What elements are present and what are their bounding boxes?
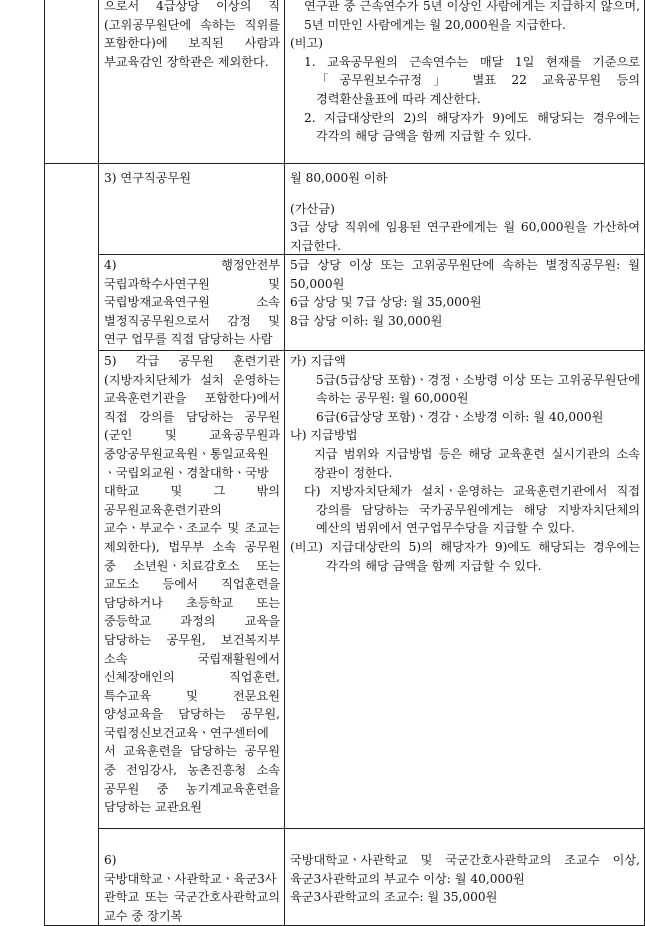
bonus-text: 3급 상당 직위에 임용된 연구관에게는 월 60,000원을 가산하여 지급한다.: [290, 220, 640, 253]
item-ga-line-2: 6급(6급상당 포함)ㆍ경감ㆍ소방경 이하: 월 40,000원: [316, 409, 604, 424]
item-ga-line-1: 5급(5급상당 포함)ㆍ경정ㆍ소방령 이상 또는 고위공무원단에 속하는 공무원: 월 60,000원: [316, 372, 640, 406]
row-2-amount: [290, 169, 640, 255]
row-divider: [98, 350, 645, 351]
item-na-heading: 나) 지급방법: [290, 428, 358, 443]
row-5-amount-line-2: 육군3사관학교의 조교수: 월 35,000원: [290, 890, 498, 905]
left-margin-line: [44, 0, 45, 926]
remark-2: 2. 지급대상란의 2)의 해당자가 9)에도 해당되는 경우에는 각각의 해당 금액을 함께 지급할 수 있다.: [304, 110, 640, 144]
row-1-amount: [290, 0, 640, 146]
row-3-target: [104, 256, 280, 349]
row-3-amount-line-2: 6급 상당 및 7급 상당: 월 35,000원: [290, 295, 482, 310]
row-divider: [98, 828, 645, 829]
row-2-amount-text: 월 80,000원 이하: [290, 171, 388, 185]
row-4-target-text: 5) 각급 공무원 훈련기관(지방자치단체가 설치 운영하는 교육훈련기관을 포함한다)에서 직접 강의를 담당하는 공무원(군인 및 교육공무원과 중앙공무원교육원ㆍ통일교육원ㆍ국립외교원ㆍ경찰대학ㆍ국방대학교 및 그 밖의 공무원교육훈련기관의 교수ㆍ부교수ㆍ조교수 및 조교는 제외한다), 법무부 소속 공무원 중 소년원ㆍ치료감호소 또는 교도소 등에서 직업훈련을 담당하거나 초등학교 또는 중등학교 과정의 교육을 담당하는 공무원, 보건복지부 소속 국립재활원에서 신체장애인의 직업훈련, 특수교육 및 전문요원 양성교육을 담당하는 공무원, 국립정신보건교육ㆍ연구센터에서 교육훈련을 담당하는 공무원 중 전임강사, 농촌진흥청 소속 공무원 중 농기계교육훈련을 담당하는 교관요원: [104, 354, 280, 815]
row-3-target-text: 4) 행정안전부 국립과학수사연구원 및 국립방재교육연구원 소속 별정직공무원으로서 감정 및 연구 업무를 직접 담당하는 사람: [104, 258, 280, 347]
bonus-heading: (가산금): [290, 201, 335, 216]
row-1-target: [104, 0, 280, 71]
column-line-1: [98, 0, 99, 926]
row-5-amount: [290, 851, 640, 907]
row-3-amount-line-3: 8급 상당 이하: 월 30,000원: [290, 313, 443, 328]
item-ga-heading: 가) 지급액: [290, 354, 346, 368]
row-5-amount-line-1: 국방대학교ㆍ사관학교 및 국군간호사관학교의 조교수 이상, 육군3사관학교의 부교수 이상: 월 40,000원: [290, 853, 640, 886]
item-remark: (비고) 지급대상란의 5)의 해당자가 9)에도 해당되는 경우에는 각각의 해당 금액을 함께 지급할 수 있다.: [290, 539, 640, 573]
row-5-target: [104, 851, 280, 925]
row-3-amount: [290, 256, 640, 330]
item-na-text: 지급 범위와 지급방법 등은 해당 교육훈련 실시기관의 소속 장관이 정한다.: [314, 446, 640, 480]
row-divider: [44, 163, 645, 164]
row-1-amount-text: 연구관 중 근속연수가 5년 이상인 사람에게는 지급하지 않으며, 5년 미만인 사람에게는 월 20,000원을 지급한다.: [304, 0, 640, 32]
row-5-target-text: 6) 국방대학교ㆍ사관학교ㆍ육군3사관학교 또는 국군간호사관학교의 교수 중 장기복: [104, 853, 280, 923]
column-line-2: [284, 0, 285, 926]
row-2-target: [104, 169, 280, 188]
row-4-target: [104, 352, 280, 817]
row-4-amount: [290, 352, 640, 575]
item-da-text: 다) 지방자치단체가 설치ㆍ운영하는 교육훈련기관에서 직접 강의를 담당하는 국가공무원에게는 해당 지방자치단체의 예산의 범위에서 연구업무수당을 지급할 수 있다.: [304, 484, 640, 536]
remarks-heading: (비고): [290, 36, 324, 51]
row-3-amount-line-1: 5급 상당 이상 또는 고위공무원단에 속하는 별정직공무원: 월 50,000원: [290, 258, 640, 291]
remark-1: 1. 교육공무원의 근속연수는 매달 1일 현재를 기준으로 「공무원보수규정」 별표 22 교육공무원 등의 경력환산율표에 따라 계산한다.: [304, 54, 640, 106]
row-2-target-text: 3) 연구직공무원: [104, 171, 192, 185]
row-1-target-text: 으로서 4급상당 이상의 직(고위공무원단에 속하는 직위를 포함한다)에 보직된 사람과 부교육감인 장학관은 제외한다.: [104, 0, 280, 69]
